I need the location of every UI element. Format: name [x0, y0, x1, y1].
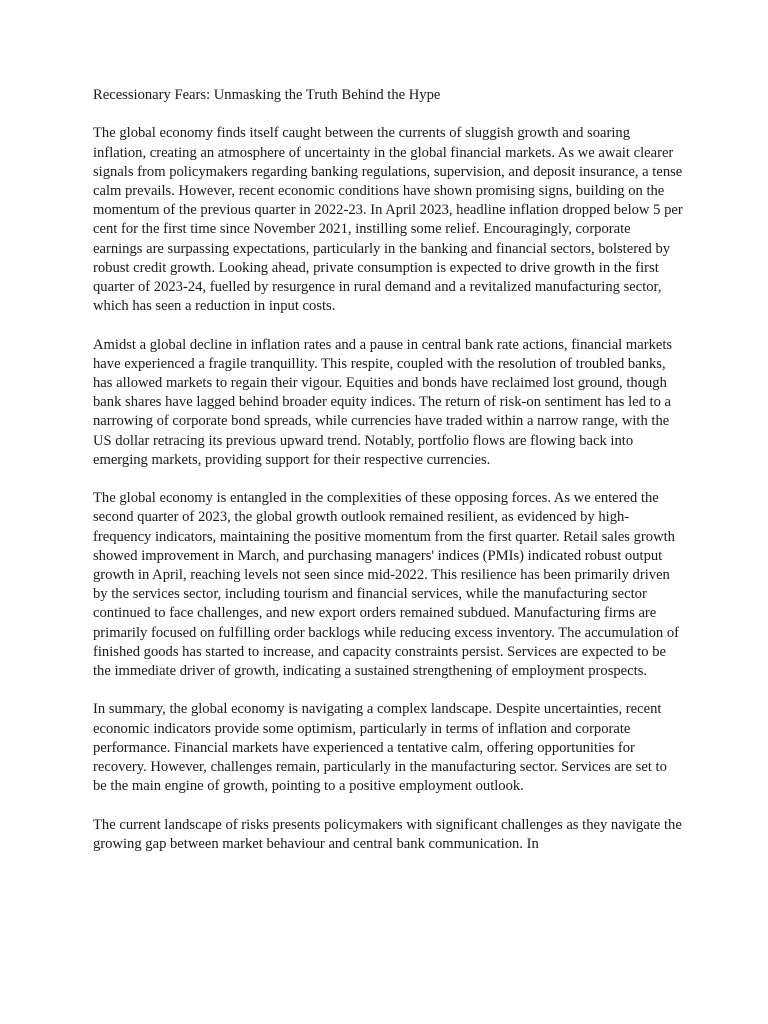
- paragraph-3: The global economy is entangled in the complexities of these opposing forces. As we entered the second quarter of 2023, the global growth outlook remained resilient, as evidenced by high-frequency indicators, maintaining the positive momentum from the first quarter. Retail sales growth showed improvement in March, and purchasing managers' indices (PMIs) indicated robust output growth in April, reaching levels not seen since mid-2022. This resilience has been primarily driven by the services sector, including tourism and financial services, while the manufacturing sector continued to face challenges, and new export orders remained subdued. Manufacturing firms are primarily focused on fulfilling order backlogs while reducing excess inventory. The accumulation of finished goods has started to increase, and capacity constraints persist. Services are expected to be the immediate driver of growth, indicating a sustained strengthening of employment prospects.: [93, 490, 680, 680]
- paragraph-5: The current landscape of risks presents policymakers with significant challenges as they navigate the growing gap between market behaviour and central bank communication. In: [93, 816, 682, 852]
- paragraph-2: Amidst a global decline in inflation rates and a pause in central bank rate actions, financial markets have experienced a fragile tranquillity. This respite, coupled with the resolution of troubled banks, has allowed markets to regain their vigour. Equities and bonds have reclaimed lost ground, though bank shares have lagged behind broader equity indices. The return of risk-on sentiment has led to a narrowing of corporate bond spreads, while currencies have traded within a narrow range, with the US dollar retracing its previous upward trend. Notably, portfolio flows are flowing back into emerging markets, providing support for their respective currencies.: [93, 336, 673, 468]
- paragraph-4: In summary, the global economy is navigating a complex landscape. Despite uncertainties, recent economic indicators provide some optimism, particularly in terms of inflation and corporate performance. Financial markets have experienced a tentative calm, offering opportunities for recovery. However, challenges remain, particularly in the manufacturing sector. Services are set to be the main engine of growth, pointing to a positive employment outlook.: [93, 701, 667, 795]
- paragraph-1: The global economy finds itself caught between the currents of sluggish growth and soaring inflation, creating an atmosphere of uncertainty in the global financial markets. As we await clearer signals from policymakers regarding banking regulations, supervision, and deposit insurance, a tense calm prevails. However, recent economic conditions have shown promising signs, building on the momentum of the previous quarter in 2022-23. In April 2023, headline inflation dropped below 5 per cent for the first time since November 2021, instilling some relief. Encouragingly, corporate earnings are surpassing expectations, particularly in the banking and financial sectors, bolstered by robust credit growth. Looking ahead, private consumption is expected to drive growth in the first quarter of 2023-24, fuelled by resurgence in rural demand and a revitalized manufacturing sector, which has seen a reduction in input costs.: [93, 125, 683, 315]
- document-body: [93, 86, 683, 873]
- document-title: Recessionary Fears: Unmasking the Truth Behind the Hype: [93, 87, 441, 103]
